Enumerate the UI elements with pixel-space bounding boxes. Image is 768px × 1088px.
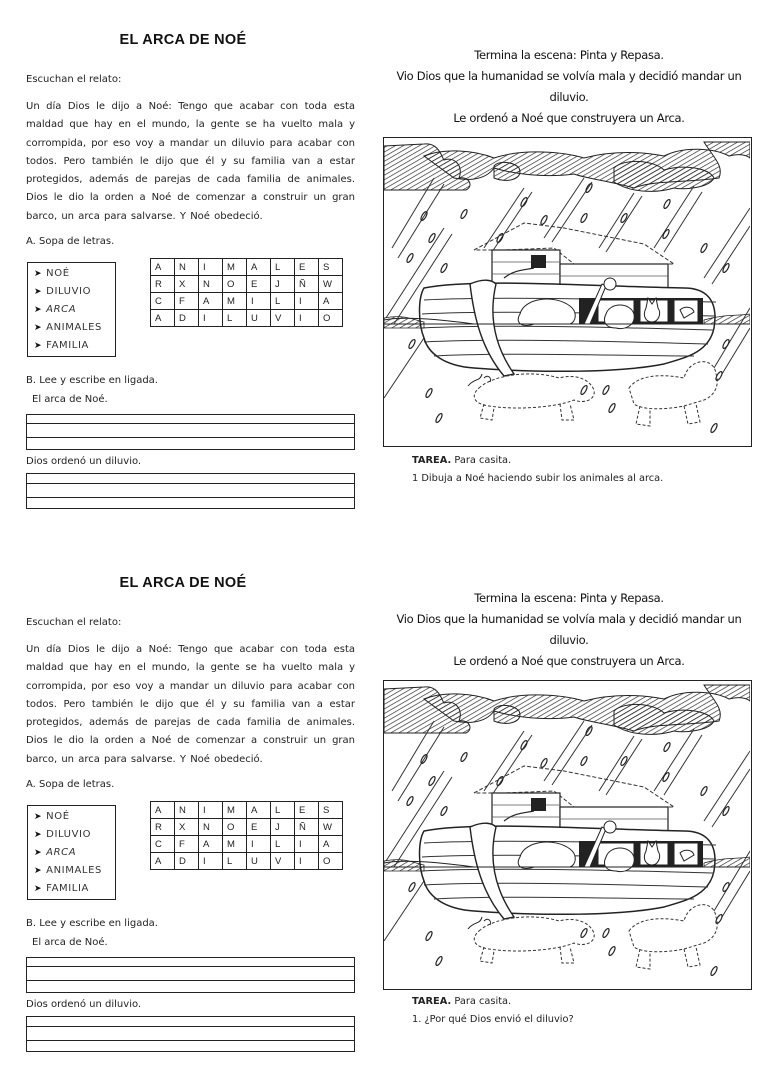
grid-row [151, 819, 343, 836]
grid-cell[interactable]: I [199, 259, 223, 276]
scene-line-3: Le ordenó a Noé que construyera un Arca. [453, 654, 685, 668]
grid-cell[interactable]: O [319, 853, 343, 870]
story-paragraph: Un día Dios le dijo a Noé: Tengo que acabar con toda esta maldad que hay en el mundo, la gente se ha vuelto mala y corrompida, por eso voy a mandar un diluvio para acabar con todos. Pero también le dijo que él y su familia van a estar protegidos, además de parejas de cada familia de animales. Dios le dio la orden a Noé de comenzar a construir un gran barco, un arca para salvarse. Y Noé obedeció. [26, 644, 355, 765]
handwriting-lines-1[interactable] [26, 414, 355, 450]
grid-cell[interactable]: A [199, 836, 223, 853]
sentence-2: Dios ordenó un diluvio. [26, 999, 142, 1010]
word-item: ➤ NOÉ [34, 811, 70, 822]
grid-cell[interactable]: A [151, 310, 175, 327]
grid-row [151, 853, 343, 870]
sentence-1: El arca de Noé. [32, 937, 108, 948]
arrow-bullet-icon: ➤ [34, 866, 43, 876]
grid-cell[interactable]: M [223, 259, 247, 276]
worksheet-title: EL ARCA DE NOÉ [119, 575, 247, 591]
scene-line-2: Vio Dios que la humanidad se volvía mala y decidió mandar un diluvio. [396, 69, 742, 104]
grid-cell[interactable]: L [271, 293, 295, 310]
handwriting-lines-2[interactable] [26, 1016, 355, 1052]
grid-cell[interactable]: S [319, 802, 343, 819]
sentence-2: Dios ordenó un diluvio. [26, 456, 142, 467]
homework-task: 1 Dibuja a Noé haciendo subir los animales al arca. [412, 473, 664, 484]
grid-cell[interactable]: N [199, 819, 223, 836]
word-item: ➤ DILUVIO [34, 286, 92, 297]
word-list-box [27, 805, 116, 900]
grid-cell[interactable]: D [175, 853, 199, 870]
grid-cell[interactable]: O [223, 276, 247, 293]
grid-cell[interactable]: I [295, 310, 319, 327]
word-list-box [27, 262, 116, 357]
intro-label: Escuchan el relato: [26, 74, 122, 85]
grid-cell[interactable]: C [151, 293, 175, 310]
word-item: ➤ FAMILIA [34, 340, 89, 351]
homework-task: 1. ¿Por qué Dios envió el diluvio? [412, 1014, 574, 1025]
arrow-bullet-icon: ➤ [34, 812, 43, 822]
grid-cell[interactable]: L [223, 853, 247, 870]
writing-line [27, 483, 354, 484]
homework-label: TAREA. [412, 996, 452, 1007]
grid-cell[interactable]: I [247, 293, 271, 310]
grid-cell[interactable]: V [271, 310, 295, 327]
arrow-bullet-icon: ➤ [34, 830, 43, 840]
grid-cell[interactable]: M [223, 802, 247, 819]
grid-cell[interactable]: M [223, 293, 247, 310]
word-item: ➤ ANIMALES [34, 322, 102, 333]
grid-cell[interactable]: I [295, 293, 319, 310]
grid-row [151, 836, 343, 853]
homework-sublabel: Para casita. [454, 455, 512, 466]
ark-coloring-illustration[interactable] [383, 680, 752, 990]
ark-illustration-icon [384, 138, 750, 445]
section-b-heading: B. Lee y escribe en ligada. [26, 918, 158, 929]
scene-line-1: Termina la escena: Pinta y Repasa. [474, 48, 664, 62]
grid-cell[interactable]: F [175, 293, 199, 310]
word-search-grid [150, 801, 343, 870]
word-item: ➤ ARCA [34, 304, 77, 315]
arrow-bullet-icon: ➤ [34, 848, 43, 858]
word-item: ➤ NOÉ [34, 268, 70, 279]
grid-cell[interactable]: A [319, 293, 343, 310]
grid-cell[interactable]: J [271, 276, 295, 293]
grid-cell[interactable]: M [223, 836, 247, 853]
grid-cell[interactable]: A [151, 802, 175, 819]
grid-cell[interactable]: N [199, 276, 223, 293]
writing-line [27, 437, 354, 438]
grid-row [151, 259, 343, 276]
arrow-bullet-icon: ➤ [34, 341, 43, 351]
grid-cell[interactable]: I [199, 802, 223, 819]
grid-cell[interactable]: A [199, 293, 223, 310]
grid-cell[interactable]: F [175, 836, 199, 853]
grid-cell[interactable]: R [151, 276, 175, 293]
grid-cell[interactable]: W [319, 276, 343, 293]
grid-cell[interactable]: E [247, 819, 271, 836]
ark-illustration-icon [384, 681, 750, 988]
section-a-heading: A. Sopa de letras. [26, 236, 115, 247]
writing-line [27, 980, 354, 981]
grid-cell[interactable]: W [319, 819, 343, 836]
scene-line-1: Termina la escena: Pinta y Repasa. [474, 591, 664, 605]
scene-line-3: Le ordenó a Noé que construyera un Arca. [453, 111, 685, 125]
grid-cell[interactable]: E [247, 276, 271, 293]
grid-cell[interactable]: A [247, 259, 271, 276]
grid-cell[interactable]: J [271, 819, 295, 836]
grid-row [151, 276, 343, 293]
scene-line-2: Vio Dios que la humanidad se volvía mala y decidió mandar un diluvio. [396, 612, 742, 647]
grid-cell[interactable]: S [319, 259, 343, 276]
grid-cell[interactable]: L [271, 836, 295, 853]
grid-cell[interactable]: I [199, 853, 223, 870]
intro-label: Escuchan el relato: [26, 617, 122, 628]
grid-cell[interactable]: N [175, 259, 199, 276]
arrow-bullet-icon: ➤ [34, 323, 43, 333]
section-b-heading: B. Lee y escribe en ligada. [26, 375, 158, 386]
section-a-heading: A. Sopa de letras. [26, 779, 115, 790]
grid-row [151, 802, 343, 819]
grid-cell[interactable]: L [223, 310, 247, 327]
grid-cell[interactable]: V [271, 853, 295, 870]
grid-cell[interactable]: L [271, 802, 295, 819]
arrow-bullet-icon: ➤ [34, 884, 43, 894]
word-item: ➤ ANIMALES [34, 865, 102, 876]
word-item: ➤ DILUVIO [34, 829, 92, 840]
arrow-bullet-icon: ➤ [34, 269, 43, 279]
homework-sublabel: Para casita. [454, 996, 512, 1007]
grid-cell[interactable]: Ñ [295, 276, 319, 293]
grid-cell[interactable]: Ñ [295, 819, 319, 836]
grid-cell[interactable]: O [223, 819, 247, 836]
writing-line [27, 1026, 354, 1027]
writing-line [27, 1040, 354, 1041]
grid-cell[interactable]: A [247, 802, 271, 819]
word-item: ➤ ARCA [34, 847, 77, 858]
story-paragraph: Un día Dios le dijo a Noé: Tengo que acabar con toda esta maldad que hay en el mundo, la gente se ha vuelto mala y corrompida, por eso voy a mandar un diluvio para acabar con todos. Pero también le dijo que él y su familia van a estar protegidos, además de parejas de cada familia de animales. Dios le dio la orden a Noé de comenzar a construir un gran barco, un arca para salvarse. Y Noé obedeció. [26, 101, 355, 222]
writing-line [27, 497, 354, 498]
grid-cell[interactable]: I [295, 853, 319, 870]
word-search-grid [150, 258, 343, 327]
word-item: ➤ FAMILIA [34, 883, 89, 894]
grid-cell[interactable]: E [295, 802, 319, 819]
grid-cell[interactable]: O [319, 310, 343, 327]
arrow-bullet-icon: ➤ [34, 305, 43, 315]
grid-cell[interactable]: D [175, 310, 199, 327]
worksheet-title: EL ARCA DE NOÉ [119, 32, 247, 48]
grid-cell[interactable]: E [295, 259, 319, 276]
arrow-bullet-icon: ➤ [34, 287, 43, 297]
grid-cell[interactable]: A [151, 259, 175, 276]
grid-cell[interactable]: C [151, 836, 175, 853]
homework-label: TAREA. [412, 455, 452, 466]
grid-cell[interactable]: I [199, 310, 223, 327]
worksheet-bottom [0, 543, 768, 1088]
grid-cell[interactable]: U [247, 853, 271, 870]
grid-cell[interactable]: L [271, 259, 295, 276]
grid-row [151, 293, 343, 310]
handwriting-lines-2[interactable] [26, 473, 355, 509]
grid-cell[interactable]: R [151, 819, 175, 836]
writing-line [27, 423, 354, 424]
writing-line [27, 966, 354, 967]
grid-cell[interactable]: A [319, 836, 343, 853]
homework-heading [412, 996, 511, 1007]
grid-cell[interactable]: N [175, 802, 199, 819]
sentence-1: El arca de Noé. [32, 394, 108, 405]
grid-cell[interactable]: X [175, 819, 199, 836]
grid-cell[interactable]: I [295, 836, 319, 853]
handwriting-lines-1[interactable] [26, 957, 355, 993]
ark-coloring-illustration[interactable] [383, 137, 752, 447]
grid-cell[interactable]: U [247, 310, 271, 327]
scene-instructions [384, 588, 754, 672]
scene-instructions [384, 45, 754, 129]
grid-cell[interactable]: I [247, 836, 271, 853]
homework-heading [412, 455, 511, 466]
grid-cell[interactable]: A [151, 853, 175, 870]
grid-cell[interactable]: X [175, 276, 199, 293]
grid-row [151, 310, 343, 327]
